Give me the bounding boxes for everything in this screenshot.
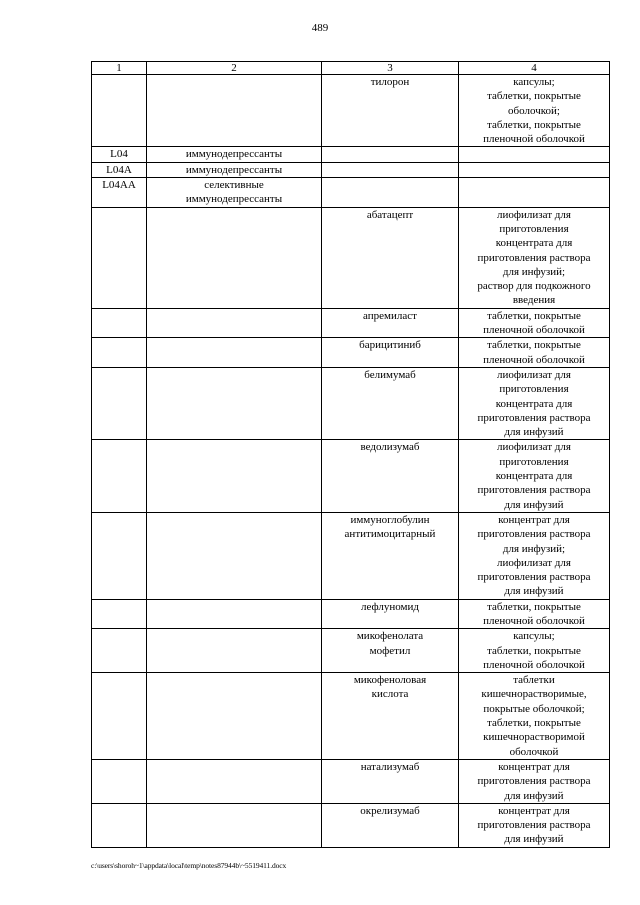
dosage-forms-cell: таблетки кишечнорастворимые, покрытые оболочкой; таблетки, покрытые кишечнорастворимой оболочкой bbox=[459, 673, 610, 760]
atc-code-cell bbox=[92, 207, 147, 308]
drug-name-cell: ведолизумаб bbox=[322, 440, 459, 512]
atc-code-cell bbox=[92, 629, 147, 673]
atc-code-cell bbox=[92, 803, 147, 847]
drug-name-cell bbox=[322, 147, 459, 162]
table-row bbox=[92, 512, 610, 599]
table-row bbox=[92, 308, 610, 338]
group-name-cell bbox=[147, 308, 322, 338]
file-path-footer: c:\users\shoroh~1\appdata\local\temp\notes87944b\~5519411.docx bbox=[91, 861, 287, 870]
atc-code-cell bbox=[92, 367, 147, 439]
table-row bbox=[92, 599, 610, 629]
column-header: 1 bbox=[92, 62, 147, 75]
drug-name-cell: окрелизумаб bbox=[322, 803, 459, 847]
dosage-forms-cell: капсулы; таблетки, покрытые пленочной оболочкой bbox=[459, 629, 610, 673]
drug-name-cell: натализумаб bbox=[322, 759, 459, 803]
atc-code-cell: L04 bbox=[92, 147, 147, 162]
drug-name-cell: иммуноглобулин антитимоцитарный bbox=[322, 512, 459, 599]
dosage-forms-cell: лиофилизат для приготовления концентрата для приготовления раствора для инфузий; раствор для подкожного введения bbox=[459, 207, 610, 308]
group-name-cell bbox=[147, 512, 322, 599]
table-row bbox=[92, 673, 610, 760]
group-name-cell bbox=[147, 759, 322, 803]
atc-code-cell bbox=[92, 673, 147, 760]
table-row bbox=[92, 803, 610, 847]
table-body bbox=[92, 75, 610, 848]
atc-code-cell bbox=[92, 308, 147, 338]
column-header: 4 bbox=[459, 62, 610, 75]
group-name-cell: селективные иммунодепрессанты bbox=[147, 178, 322, 208]
group-name-cell: иммунодепрессанты bbox=[147, 147, 322, 162]
table-row bbox=[92, 759, 610, 803]
drug-registry-table bbox=[91, 61, 610, 848]
table-row bbox=[92, 178, 610, 208]
atc-code-cell: L04AA bbox=[92, 178, 147, 208]
atc-code-cell bbox=[92, 599, 147, 629]
table-row bbox=[92, 629, 610, 673]
atc-code-cell bbox=[92, 440, 147, 512]
dosage-forms-cell: таблетки, покрытые пленочной оболочкой bbox=[459, 599, 610, 629]
table-row bbox=[92, 147, 610, 162]
group-name-cell bbox=[147, 338, 322, 368]
dosage-forms-cell: таблетки, покрытые пленочной оболочкой bbox=[459, 308, 610, 338]
atc-code-cell bbox=[92, 338, 147, 368]
table-row bbox=[92, 367, 610, 439]
group-name-cell: иммунодепрессанты bbox=[147, 162, 322, 177]
drug-name-cell: барицитиниб bbox=[322, 338, 459, 368]
group-name-cell bbox=[147, 440, 322, 512]
atc-code-cell bbox=[92, 75, 147, 147]
drug-name-cell: белимумаб bbox=[322, 367, 459, 439]
group-name-cell bbox=[147, 207, 322, 308]
group-name-cell bbox=[147, 629, 322, 673]
table-row bbox=[92, 338, 610, 368]
dosage-forms-cell: концентрат для приготовления раствора для инфузий bbox=[459, 759, 610, 803]
drug-name-cell: микофенолата мофетил bbox=[322, 629, 459, 673]
column-header: 2 bbox=[147, 62, 322, 75]
page-number: 489 bbox=[311, 22, 329, 34]
atc-code-cell: L04A bbox=[92, 162, 147, 177]
drug-name-cell: лефлуномид bbox=[322, 599, 459, 629]
dosage-forms-cell bbox=[459, 178, 610, 208]
dosage-forms-cell: концентрат для приготовления раствора для инфузий; лиофилизат для приготовления раствора для инфузий bbox=[459, 512, 610, 599]
dosage-forms-cell: капсулы; таблетки, покрытые оболочкой; таблетки, покрытые пленочной оболочкой bbox=[459, 75, 610, 147]
dosage-forms-cell: лиофилизат для приготовления концентрата для приготовления раствора для инфузий bbox=[459, 440, 610, 512]
group-name-cell bbox=[147, 599, 322, 629]
drug-name-cell: микофеноловая кислота bbox=[322, 673, 459, 760]
group-name-cell bbox=[147, 673, 322, 760]
column-header: 3 bbox=[322, 62, 459, 75]
table-row bbox=[92, 162, 610, 177]
dosage-forms-cell bbox=[459, 162, 610, 177]
group-name-cell bbox=[147, 75, 322, 147]
table-row bbox=[92, 75, 610, 147]
drug-name-cell bbox=[322, 178, 459, 208]
dosage-forms-cell bbox=[459, 147, 610, 162]
group-name-cell bbox=[147, 803, 322, 847]
drug-name-cell: апремиласт bbox=[322, 308, 459, 338]
atc-code-cell bbox=[92, 759, 147, 803]
dosage-forms-cell: таблетки, покрытые пленочной оболочкой bbox=[459, 338, 610, 368]
drug-name-cell: тилорон bbox=[322, 75, 459, 147]
dosage-forms-cell: концентрат для приготовления раствора для инфузий bbox=[459, 803, 610, 847]
dosage-forms-cell: лиофилизат для приготовления концентрата для приготовления раствора для инфузий bbox=[459, 367, 610, 439]
table-row bbox=[92, 440, 610, 512]
atc-code-cell bbox=[92, 512, 147, 599]
table-row bbox=[92, 207, 610, 308]
drug-name-cell bbox=[322, 162, 459, 177]
group-name-cell bbox=[147, 367, 322, 439]
column-header-row bbox=[92, 62, 610, 75]
drug-name-cell: абатацепт bbox=[322, 207, 459, 308]
